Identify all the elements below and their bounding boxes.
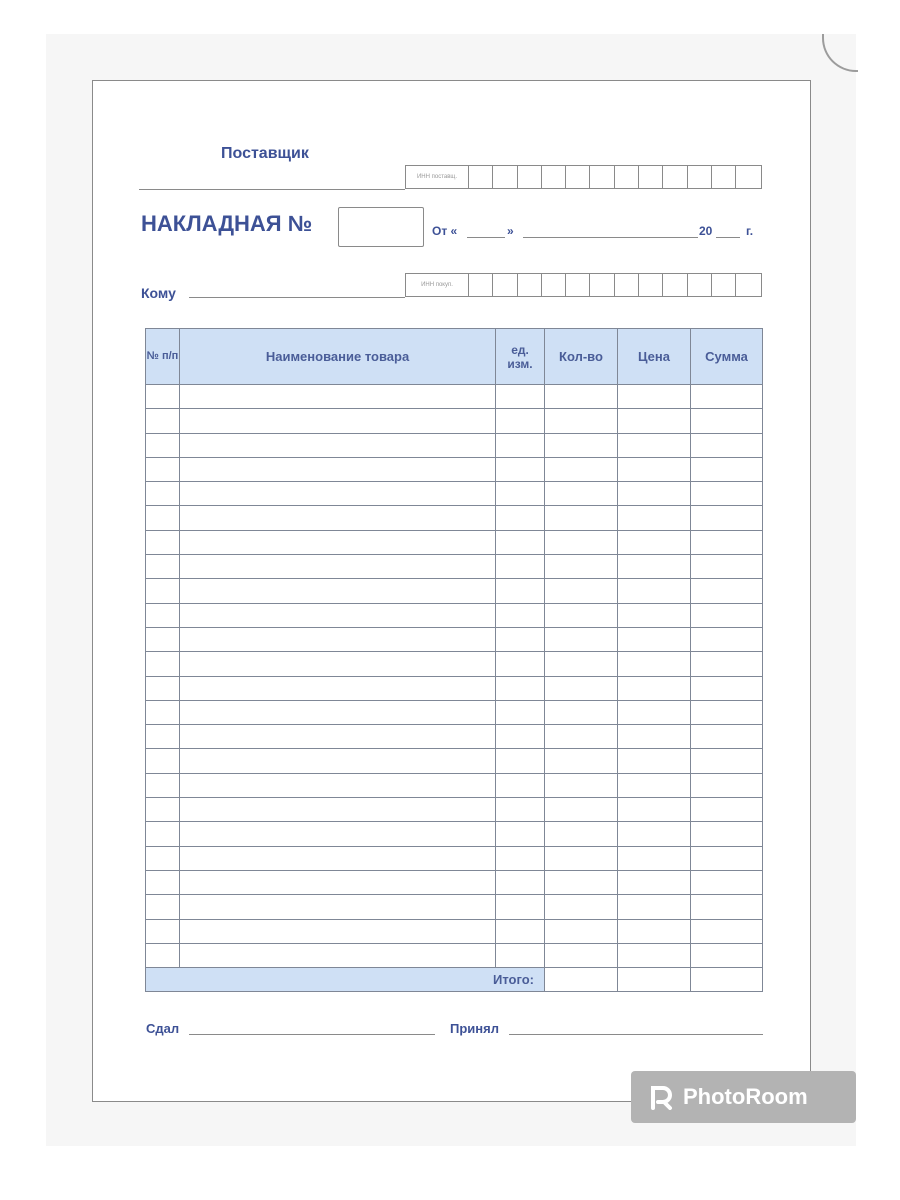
inn-cell[interactable] xyxy=(542,166,566,188)
invoice-form xyxy=(92,80,811,1102)
cell-sum[interactable] xyxy=(691,676,763,700)
inn-buyer-label: ИНН покуп. xyxy=(406,274,469,296)
table-row xyxy=(146,530,763,554)
inn-cell[interactable] xyxy=(542,274,566,296)
cell-price[interactable] xyxy=(618,652,691,676)
cell-name[interactable] xyxy=(180,676,496,700)
cell-unit[interactable] xyxy=(496,627,545,651)
cell-price[interactable] xyxy=(618,773,691,797)
cell-name[interactable] xyxy=(180,725,496,749)
table-row xyxy=(146,943,763,967)
supplier-line[interactable] xyxy=(139,189,405,190)
cell-price[interactable] xyxy=(618,506,691,530)
cell-unit[interactable] xyxy=(496,482,545,506)
cell-name[interactable] xyxy=(180,603,496,627)
cell-number[interactable] xyxy=(146,798,180,822)
cell-name[interactable] xyxy=(180,749,496,773)
cell-unit[interactable] xyxy=(496,409,545,433)
cell-unit[interactable] xyxy=(496,652,545,676)
inn-cell[interactable] xyxy=(469,166,493,188)
cell-qty[interactable] xyxy=(545,725,618,749)
cell-unit[interactable] xyxy=(496,579,545,603)
cell-unit[interactable] xyxy=(496,749,545,773)
received-signature-line[interactable] xyxy=(509,1034,763,1035)
cell-qty[interactable] xyxy=(545,846,618,870)
cell-price[interactable] xyxy=(618,603,691,627)
cell-number[interactable] xyxy=(146,457,180,481)
cell-name[interactable] xyxy=(180,409,496,433)
cell-number[interactable] xyxy=(146,506,180,530)
cell-qty[interactable] xyxy=(545,919,618,943)
cell-sum[interactable] xyxy=(691,579,763,603)
cell-price[interactable] xyxy=(618,482,691,506)
cell-price[interactable] xyxy=(618,530,691,554)
cell-number[interactable] xyxy=(146,482,180,506)
cell-sum[interactable] xyxy=(691,725,763,749)
cell-name[interactable] xyxy=(180,919,496,943)
cell-sum[interactable] xyxy=(691,919,763,943)
cell-qty[interactable] xyxy=(545,457,618,481)
cell-number[interactable] xyxy=(146,676,180,700)
inn-cell[interactable] xyxy=(590,274,614,296)
col-header-qty: Кол-во xyxy=(545,329,618,385)
cell-name[interactable] xyxy=(180,700,496,724)
total-price[interactable] xyxy=(618,968,691,992)
cell-price[interactable] xyxy=(618,725,691,749)
col-header-number: № п/п xyxy=(146,329,180,385)
cell-name[interactable] xyxy=(180,555,496,579)
cell-unit[interactable] xyxy=(496,603,545,627)
cell-number[interactable] xyxy=(146,579,180,603)
inn-cell[interactable] xyxy=(493,166,517,188)
cell-qty[interactable] xyxy=(545,652,618,676)
cell-sum[interactable] xyxy=(691,700,763,724)
table-row xyxy=(146,603,763,627)
cell-name[interactable] xyxy=(180,506,496,530)
table-row xyxy=(146,870,763,894)
table-row xyxy=(146,919,763,943)
recipient-label: Кому xyxy=(141,285,176,301)
table-row xyxy=(146,700,763,724)
cell-number[interactable] xyxy=(146,652,180,676)
cell-name[interactable] xyxy=(180,846,496,870)
cell-sum[interactable] xyxy=(691,457,763,481)
table-row xyxy=(146,652,763,676)
photoroom-watermark xyxy=(631,1071,856,1123)
table-row xyxy=(146,773,763,797)
cell-price[interactable] xyxy=(618,627,691,651)
cell-unit[interactable] xyxy=(496,676,545,700)
cell-number[interactable] xyxy=(146,433,180,457)
cell-number[interactable] xyxy=(146,409,180,433)
inn-cell[interactable] xyxy=(688,166,712,188)
inn-cell[interactable] xyxy=(688,274,712,296)
cell-number[interactable] xyxy=(146,773,180,797)
cell-sum[interactable] xyxy=(691,749,763,773)
cell-price[interactable] xyxy=(618,846,691,870)
table-row xyxy=(146,822,763,846)
cell-number[interactable] xyxy=(146,919,180,943)
cell-price[interactable] xyxy=(618,822,691,846)
inn-cell[interactable] xyxy=(736,274,760,296)
inn-cell[interactable] xyxy=(590,166,614,188)
cell-price[interactable] xyxy=(618,919,691,943)
inn-cell[interactable] xyxy=(639,274,663,296)
table-row xyxy=(146,482,763,506)
col-header-name: Наименование товара xyxy=(180,329,496,385)
cell-qty[interactable] xyxy=(545,822,618,846)
cell-qty[interactable] xyxy=(545,676,618,700)
cell-name[interactable] xyxy=(180,822,496,846)
cell-qty[interactable] xyxy=(545,773,618,797)
inn-buyer-field[interactable] xyxy=(405,273,762,297)
cell-unit[interactable] xyxy=(496,822,545,846)
total-label: Итого: xyxy=(146,968,545,992)
col-header-sum: Сумма xyxy=(691,329,763,385)
inn-cell[interactable] xyxy=(712,274,736,296)
cell-sum[interactable] xyxy=(691,822,763,846)
table-row xyxy=(146,676,763,700)
photoroom-logo-icon xyxy=(649,1084,675,1110)
cell-sum[interactable] xyxy=(691,870,763,894)
cell-qty[interactable] xyxy=(545,506,618,530)
inn-cell[interactable] xyxy=(663,274,687,296)
cell-price[interactable] xyxy=(618,555,691,579)
cell-name[interactable] xyxy=(180,457,496,481)
cell-price[interactable] xyxy=(618,409,691,433)
table-row xyxy=(146,506,763,530)
cell-unit[interactable] xyxy=(496,555,545,579)
handed-signature-line[interactable] xyxy=(189,1034,435,1035)
cell-number[interactable] xyxy=(146,530,180,554)
cell-sum[interactable] xyxy=(691,482,763,506)
col-header-unit: ед. изм. xyxy=(496,329,545,385)
cell-sum[interactable] xyxy=(691,506,763,530)
table-row xyxy=(146,457,763,481)
invoice-number-box[interactable] xyxy=(338,207,424,247)
goods-table xyxy=(145,328,763,992)
cell-unit[interactable] xyxy=(496,725,545,749)
received-label: Принял xyxy=(450,1021,499,1036)
cell-sum[interactable] xyxy=(691,846,763,870)
cell-number[interactable] xyxy=(146,870,180,894)
cell-name[interactable] xyxy=(180,652,496,676)
table-header-row xyxy=(146,329,763,385)
cell-unit[interactable] xyxy=(496,798,545,822)
cell-price[interactable] xyxy=(618,676,691,700)
table-row xyxy=(146,749,763,773)
cell-unit[interactable] xyxy=(496,700,545,724)
cell-qty[interactable] xyxy=(545,943,618,967)
cell-price[interactable] xyxy=(618,895,691,919)
table-row xyxy=(146,846,763,870)
cell-name[interactable] xyxy=(180,773,496,797)
inn-cell[interactable] xyxy=(639,166,663,188)
cell-price[interactable] xyxy=(618,700,691,724)
cell-name[interactable] xyxy=(180,579,496,603)
table-row xyxy=(146,627,763,651)
watermark-text: PhotoRoom xyxy=(683,1084,808,1109)
cell-number[interactable] xyxy=(146,627,180,651)
total-qty[interactable] xyxy=(545,968,618,992)
cell-number[interactable] xyxy=(146,603,180,627)
inn-supplier-field[interactable] xyxy=(405,165,762,189)
cell-sum[interactable] xyxy=(691,627,763,651)
cell-price[interactable] xyxy=(618,798,691,822)
supplier-label: Поставщик xyxy=(221,145,309,162)
inn-cell[interactable] xyxy=(712,166,736,188)
inn-cell[interactable] xyxy=(493,274,517,296)
date-day-line[interactable] xyxy=(467,237,505,238)
handed-label: Сдал xyxy=(146,1021,180,1036)
inn-supplier-label: ИНН поставщ. xyxy=(406,166,469,188)
table-row xyxy=(146,725,763,749)
cell-name[interactable] xyxy=(180,798,496,822)
cell-unit[interactable] xyxy=(496,919,545,943)
total-row xyxy=(146,968,763,992)
inn-cell[interactable] xyxy=(469,274,493,296)
year-line[interactable] xyxy=(716,237,740,238)
cell-name[interactable] xyxy=(180,870,496,894)
cell-price[interactable] xyxy=(618,385,691,409)
cell-price[interactable] xyxy=(618,579,691,603)
document-title: НАКЛАДНАЯ № xyxy=(141,211,313,236)
cell-name[interactable] xyxy=(180,433,496,457)
cell-qty[interactable] xyxy=(545,895,618,919)
cell-qty[interactable] xyxy=(545,700,618,724)
cell-price[interactable] xyxy=(618,433,691,457)
cell-number[interactable] xyxy=(146,822,180,846)
cell-unit[interactable] xyxy=(496,870,545,894)
cell-qty[interactable] xyxy=(545,530,618,554)
cell-number[interactable] xyxy=(146,846,180,870)
inn-cell[interactable] xyxy=(615,274,639,296)
inn-cell[interactable] xyxy=(663,166,687,188)
cell-name[interactable] xyxy=(180,895,496,919)
cell-unit[interactable] xyxy=(496,530,545,554)
cell-sum[interactable] xyxy=(691,409,763,433)
cell-unit[interactable] xyxy=(496,773,545,797)
cell-qty[interactable] xyxy=(545,603,618,627)
cell-sum[interactable] xyxy=(691,895,763,919)
cell-sum[interactable] xyxy=(691,798,763,822)
cell-sum[interactable] xyxy=(691,385,763,409)
cell-sum[interactable] xyxy=(691,555,763,579)
cell-qty[interactable] xyxy=(545,749,618,773)
cell-qty[interactable] xyxy=(545,579,618,603)
date-quote-close: » xyxy=(507,224,514,238)
table-row xyxy=(146,798,763,822)
cell-qty[interactable] xyxy=(545,385,618,409)
year-prefix: 20 xyxy=(699,224,713,238)
cell-qty[interactable] xyxy=(545,482,618,506)
cell-number[interactable] xyxy=(146,700,180,724)
cell-qty[interactable] xyxy=(545,627,618,651)
cell-price[interactable] xyxy=(618,870,691,894)
cell-unit[interactable] xyxy=(496,433,545,457)
cell-unit[interactable] xyxy=(496,846,545,870)
cell-qty[interactable] xyxy=(545,870,618,894)
cell-name[interactable] xyxy=(180,530,496,554)
cell-unit[interactable] xyxy=(496,385,545,409)
cell-unit[interactable] xyxy=(496,506,545,530)
cell-name[interactable] xyxy=(180,627,496,651)
cell-qty[interactable] xyxy=(545,409,618,433)
cell-unit[interactable] xyxy=(496,943,545,967)
cell-name[interactable] xyxy=(180,385,496,409)
cell-sum[interactable] xyxy=(691,433,763,457)
recipient-line[interactable] xyxy=(189,297,405,298)
col-header-price: Цена xyxy=(618,329,691,385)
table-row xyxy=(146,895,763,919)
cell-price[interactable] xyxy=(618,749,691,773)
cell-sum[interactable] xyxy=(691,943,763,967)
cell-number[interactable] xyxy=(146,385,180,409)
cell-name[interactable] xyxy=(180,943,496,967)
cell-number[interactable] xyxy=(146,943,180,967)
total-sum[interactable] xyxy=(691,968,763,992)
date-month-line[interactable] xyxy=(523,237,698,238)
cell-sum[interactable] xyxy=(691,652,763,676)
table-row xyxy=(146,555,763,579)
cell-price[interactable] xyxy=(618,457,691,481)
cell-unit[interactable] xyxy=(496,895,545,919)
cell-number[interactable] xyxy=(146,725,180,749)
cell-name[interactable] xyxy=(180,482,496,506)
table-row xyxy=(146,579,763,603)
cell-sum[interactable] xyxy=(691,603,763,627)
year-suffix: г. xyxy=(746,224,754,238)
inn-cell[interactable] xyxy=(566,274,590,296)
inn-cell[interactable] xyxy=(615,166,639,188)
table-row xyxy=(146,433,763,457)
cell-sum[interactable] xyxy=(691,530,763,554)
inn-cell[interactable] xyxy=(518,166,542,188)
table-row xyxy=(146,385,763,409)
date-from-label: От « xyxy=(432,224,458,238)
table-row xyxy=(146,409,763,433)
cell-sum[interactable] xyxy=(691,773,763,797)
inn-cell[interactable] xyxy=(518,274,542,296)
cell-qty[interactable] xyxy=(545,555,618,579)
cell-price[interactable] xyxy=(618,943,691,967)
cell-unit[interactable] xyxy=(496,457,545,481)
cell-number[interactable] xyxy=(146,555,180,579)
cell-number[interactable] xyxy=(146,895,180,919)
inn-cell[interactable] xyxy=(566,166,590,188)
cell-number[interactable] xyxy=(146,749,180,773)
inn-cell[interactable] xyxy=(736,166,760,188)
cell-qty[interactable] xyxy=(545,798,618,822)
cell-qty[interactable] xyxy=(545,433,618,457)
